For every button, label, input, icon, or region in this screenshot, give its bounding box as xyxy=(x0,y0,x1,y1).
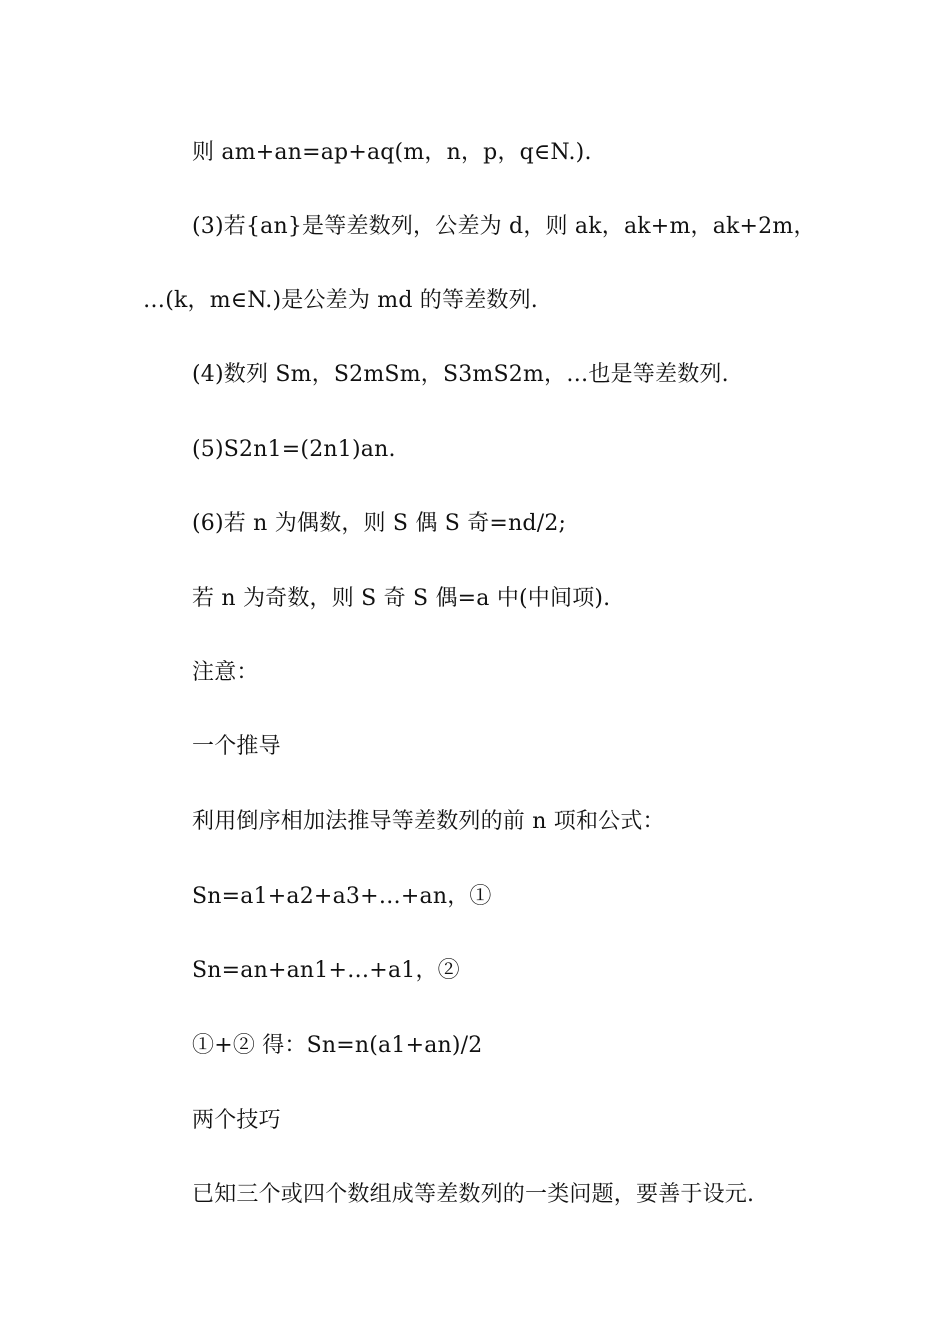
text-line-15: 已知三个或四个数组成等差数列的一类问题，要善于设元. xyxy=(192,1182,755,1207)
text-line-2: (3)若{an}是等差数列，公差为 d，则 ak，ak+m，ak+2m， xyxy=(192,214,816,239)
text-line-9: 一个推导 xyxy=(192,734,281,759)
text-line-4: (4)数列 Sm，S2mSm，S3mS2m，…也是等差数列. xyxy=(192,362,729,387)
text-line-11: Sn=a1+a2+a3+…+an，① xyxy=(192,884,492,909)
text-line-7: 若 n 为奇数，则 S 奇 S 偶=a 中(中间项). xyxy=(192,586,611,611)
text-line-13: ①+② 得：Sn=n(a1+an)/2 xyxy=(192,1033,483,1058)
text-line-3: …(k，m∈N.)是公差为 md 的等差数列. xyxy=(143,288,539,313)
text-line-10: 利用倒序相加法推导等差数列的前 n 项和公式： xyxy=(192,809,665,834)
text-line-8: 注意： xyxy=(192,660,259,685)
text-line-14: 两个技巧 xyxy=(192,1108,281,1133)
text-line-6: (6)若 n 为偶数，则 S 偶 S 奇=nd/2; xyxy=(192,511,567,536)
text-line-12: Sn=an+an1+…+a1，② xyxy=(192,958,460,983)
text-line-1: 则 am+an=ap+aq(m，n，p，q∈N.). xyxy=(192,140,592,165)
text-line-5: (5)S2n1=(2n1)an. xyxy=(192,437,396,462)
